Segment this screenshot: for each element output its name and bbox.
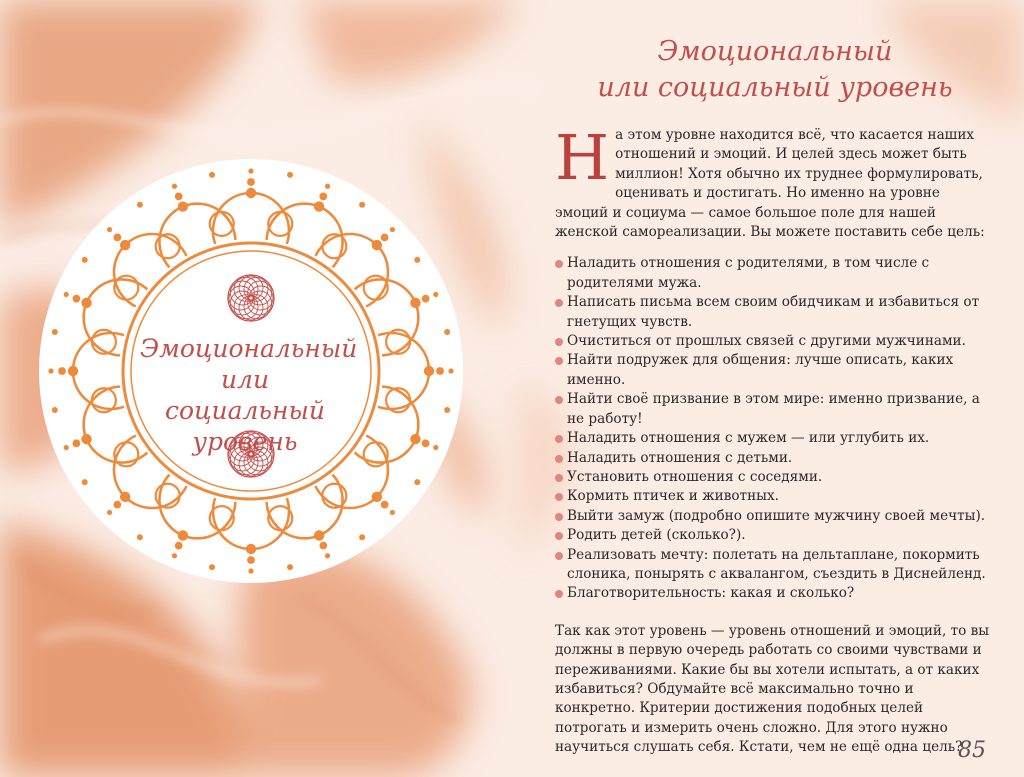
ornament-dot — [381, 233, 389, 241]
ornament-dot — [64, 445, 69, 450]
ornament-dot — [422, 439, 430, 447]
ornament-dot — [172, 184, 177, 189]
ornament-dot — [52, 407, 58, 413]
ornament-dot — [107, 510, 112, 515]
ornament-dot — [82, 479, 88, 485]
ornament-dot — [319, 542, 327, 550]
goal-item: Найти своё призвание в этом мире: именно призвание, а не работу! — [555, 390, 995, 429]
circle-title-line1: Эмоциональный — [140, 334, 358, 363]
ornament-dot — [287, 172, 293, 178]
ornament-dot — [137, 202, 143, 208]
ornament-dot — [390, 510, 395, 515]
ornament-dot — [209, 564, 215, 570]
page-title-line1: Эмоциональный — [657, 36, 893, 67]
drop-cap: Н — [555, 121, 610, 194]
ornament-dot — [444, 329, 450, 335]
goal-item: Написать письма всем своим обидчикам и избавиться от гнетущих чувств. — [555, 293, 995, 332]
ornament-dot — [247, 178, 255, 186]
ornament-dot — [137, 534, 143, 540]
goal-item: Найти подружек для общения: лучше описать, каких именно. — [555, 351, 995, 390]
goal-item: Наладить отношения с родителями, в том числе с родителями мужа. — [555, 254, 995, 293]
ornament-dot — [414, 479, 420, 485]
ornament-dot — [433, 445, 438, 450]
ornament-dot — [248, 568, 253, 573]
intro-text: а этом уровне находится всё, что касается наших отношений и эмоций. И целей здесь может быть миллион! Хотя обычно их труднее формулировать, оценивать и достигать. Но именно на уровне эмоций и социума — самое большое поле для нашей женской самореализации. Вы можете поставить себе цель: — [555, 127, 985, 241]
ornament-dot — [82, 257, 88, 263]
ornament-dot — [448, 368, 453, 373]
ornament-dot — [64, 292, 69, 297]
ornament-dot — [287, 564, 293, 570]
ornament-dot — [359, 534, 365, 540]
ornament-dot — [359, 202, 365, 208]
ornament-dot — [72, 439, 80, 447]
ornament-dot — [444, 407, 450, 413]
ornament-dot — [113, 233, 121, 241]
ornament-dot — [319, 192, 327, 200]
goal-item: Наладить отношения с мужем — или углубить их. — [555, 429, 995, 448]
ornament-dot — [72, 295, 80, 303]
goal-item: Установить отношения с соседями. — [555, 468, 995, 487]
ornament-dot — [58, 367, 66, 375]
ornament-dot — [175, 192, 183, 200]
page-title — [560, 34, 990, 106]
ornament-dot — [248, 168, 253, 173]
ornament-dot — [436, 367, 444, 375]
ornament-dot — [381, 501, 389, 509]
goals-list — [555, 254, 995, 603]
ornament-dot — [433, 292, 438, 297]
goal-item: Кормить птичек и животных. — [555, 487, 995, 506]
article-body — [555, 121, 995, 758]
goal-item: Родить детей (сколько?). — [555, 526, 995, 545]
ornament-dot — [113, 501, 121, 509]
page-number: 85 — [958, 738, 986, 763]
intro-paragraph — [555, 121, 995, 242]
ornament-dot — [247, 556, 255, 564]
ornament-dot — [414, 257, 420, 263]
circle-title-line3: уровень — [192, 427, 298, 456]
ornament-dot — [390, 227, 395, 232]
ornament-dot — [422, 295, 430, 303]
ornament-dot — [325, 184, 330, 189]
ornament-dot — [175, 542, 183, 550]
closing-paragraph: Так как этот уровень — уровень отношений и эмоций, то вы должны в первую очередь работать со своими чувствами и переживаниями. Какие бы вы хотели испытать, а от каких избавиться? Обдумайте всё максимально точно и конкретно. Критерии достижения подобных целей потрогать и измерить очень сложно. Для этого нужно научиться слушать себя. Кстати, чем не ещё одна цель? — [555, 622, 990, 756]
ornament-dot — [107, 227, 112, 232]
ornament-dot — [52, 329, 58, 335]
ornament-dot — [325, 553, 330, 558]
goal-item: Очиститься от прошлых связей с другими мужчинами. — [555, 332, 995, 351]
ornament-dot — [172, 553, 177, 558]
circle-title-line2: или социальный — [165, 365, 325, 425]
circle-title — [140, 333, 358, 457]
goal-item: Благотворительность: какая и сколько? — [555, 584, 995, 603]
ornament-dot — [48, 368, 53, 373]
page-title-line2: или социальный уровень — [597, 72, 953, 103]
goal-item: Наладить отношения с детьми. — [555, 449, 995, 468]
ornament-dot — [209, 172, 215, 178]
goal-item: Реализовать мечту: полетать на дельтаплане, покормить слоника, понырять с аквалангом, съездить в Диснейленд. — [555, 546, 995, 585]
goal-item: Выйти замуж (подробно опишите мужчину своей мечты). — [555, 507, 995, 526]
